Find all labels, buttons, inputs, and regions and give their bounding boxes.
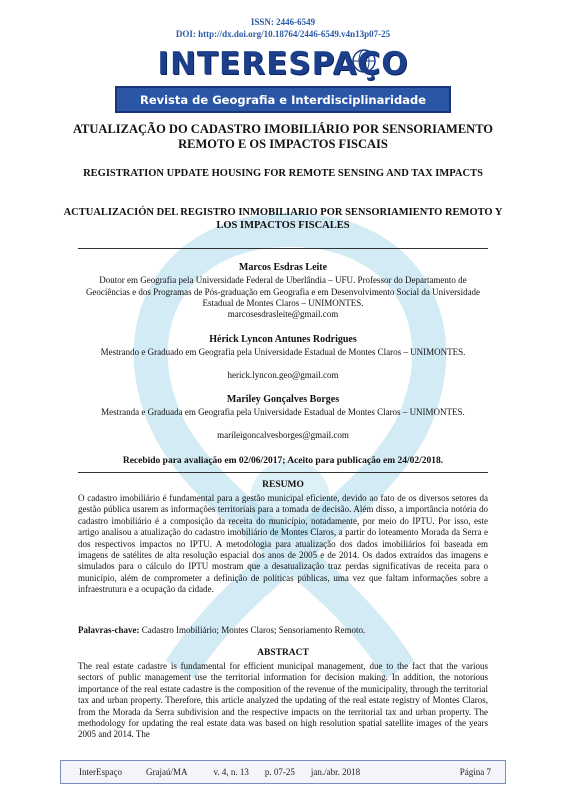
- title-portuguese: ATUALIZAÇÃO DO CADASTRO IMOBILIÁRIO POR SENSORIAMENTO REMOTO E OS IMPACTOS FISCAIS: [72, 122, 494, 151]
- abstract-heading: ABSTRACT: [257, 648, 309, 658]
- journal-subtitle: Revista de Geografia e Interdisciplinaridade: [139, 92, 427, 107]
- author-email[interactable]: marcosesdrasleite@gmail.com: [227, 309, 339, 319]
- title-spanish: ACTUALIZACIÓN DEL REGISTRO INMOBILIARIO POR SENSORIAMIENTO REMOTO Y LOS IMPACTOS FISCALES: [63, 207, 503, 231]
- footer-pages: p. 07-25: [264, 767, 295, 777]
- author-name: Mariley Gonçalves Borges: [226, 394, 340, 405]
- journal-subtitle-banner: [115, 86, 451, 113]
- title-divider: [78, 248, 488, 249]
- keywords-label: Palavras-chave:: [78, 625, 140, 635]
- footer-date: jan./abr. 2018: [310, 767, 361, 777]
- logo-text: INTERESPAÇO: [157, 46, 409, 82]
- footer-place: Grajaú/MA: [145, 767, 188, 777]
- doi-link[interactable]: DOI: http://dx.doi.org/10.18764/2446-6549.v4n13p07-25: [175, 29, 391, 39]
- issn-label: ISSN: 2446-6549: [250, 17, 316, 27]
- page-footer: [60, 760, 506, 784]
- author-email[interactable]: marileigoncalvesborges@gmail.com: [217, 430, 349, 440]
- journal-logo: [115, 46, 451, 82]
- resumo-text: O cadastro imobiliário é fundamental para a gestão municipal eficiente, devido ao fato de os diversos setores da gestão pública usarem as informações territoriais para a tomada de decisão. Além disso, a importância notória do cadastro imobiliário é a composição da receita do município, notadamente, por meio do IPTU. Por isso, este artigo analisou a atualização do cadastro imobiliário de Montes Claros, a partir do loteamento Morada da Serra e dos respectivos impactos no IPTU. A metodologia para atualização dos dados imobiliários foi baseada em imagens de satélites de alta resolução espacial dos anos de 2005 e de 2014. Os dados extraídos das imagens e simulados para o cálculo do IPTU mostram que a desatualização traz perdas significativas de receita para o município, além de comprometer a definição de políticas públicas, uma vez que faltam informações sobre a infraestrutura e a ocupação da cidade.: [78, 493, 488, 595]
- author-name: Marcos Esdras Leite: [238, 262, 328, 273]
- received-divider: [78, 472, 488, 473]
- footer-volume: v. 4, n. 13: [213, 767, 249, 777]
- author-name: Hérick Lyncon Antunes Rodrigues: [209, 334, 357, 345]
- footer-journal: InterEspaço: [79, 767, 122, 777]
- author-affiliation: Doutor em Geografia pela Universidade Federal de Uberlândia – UFU. Professor do Departamento de Geociências e dos Programas de Pós-graduação em Geografia e em Desenvolvimento Social da Universidade Estadual de Montes Claros – UNIMONTES.: [85, 275, 481, 308]
- abstract-text: The real estate cadastre is fundamental for efficient municipal management, due to the fact that the various sectors of public management use the territorial information for decision making. In addition, the notorious importance of the real estate cadastre is the composition of the revenue of the municipality, through the territorial tax and urban property. Therefore, this article analyzed the updating of the real estate registry of Montes Claros, from the Morada da Serra subdivision and the respective impacts on the territorial tax and urban property. The methodology for updating the real estate data was based on high resolution spatial satellite images of the years 2005 and 2014. The: [78, 661, 488, 740]
- author-email[interactable]: herick.lyncon.geo@gmail.com: [227, 370, 339, 380]
- author-affiliation: Mestranda e Graduada em Geografia pela Universidade Estadual de Montes Claros – UNIMONTES.: [101, 407, 465, 417]
- resumo-heading: RESUMO: [262, 480, 304, 490]
- keywords: [78, 625, 488, 635]
- keywords-text: Cadastro Imobiliário; Montes Claros; Sensoriamento Remoto.: [141, 625, 366, 635]
- title-english: REGISTRATION UPDATE HOUSING FOR REMOTE SENSING AND TAX IMPACTS: [83, 168, 483, 179]
- footer-page-number: Página 7: [459, 767, 491, 777]
- author-affiliation: Mestrando e Graduado em Geografia pela Universidade Estadual de Montes Claros – UNIMONTES.: [100, 347, 466, 357]
- globe-icon: [351, 48, 377, 74]
- received-date: Recebido para avaliação em 02/06/2017; Aceito para publicação em 24/02/2018.: [122, 456, 444, 466]
